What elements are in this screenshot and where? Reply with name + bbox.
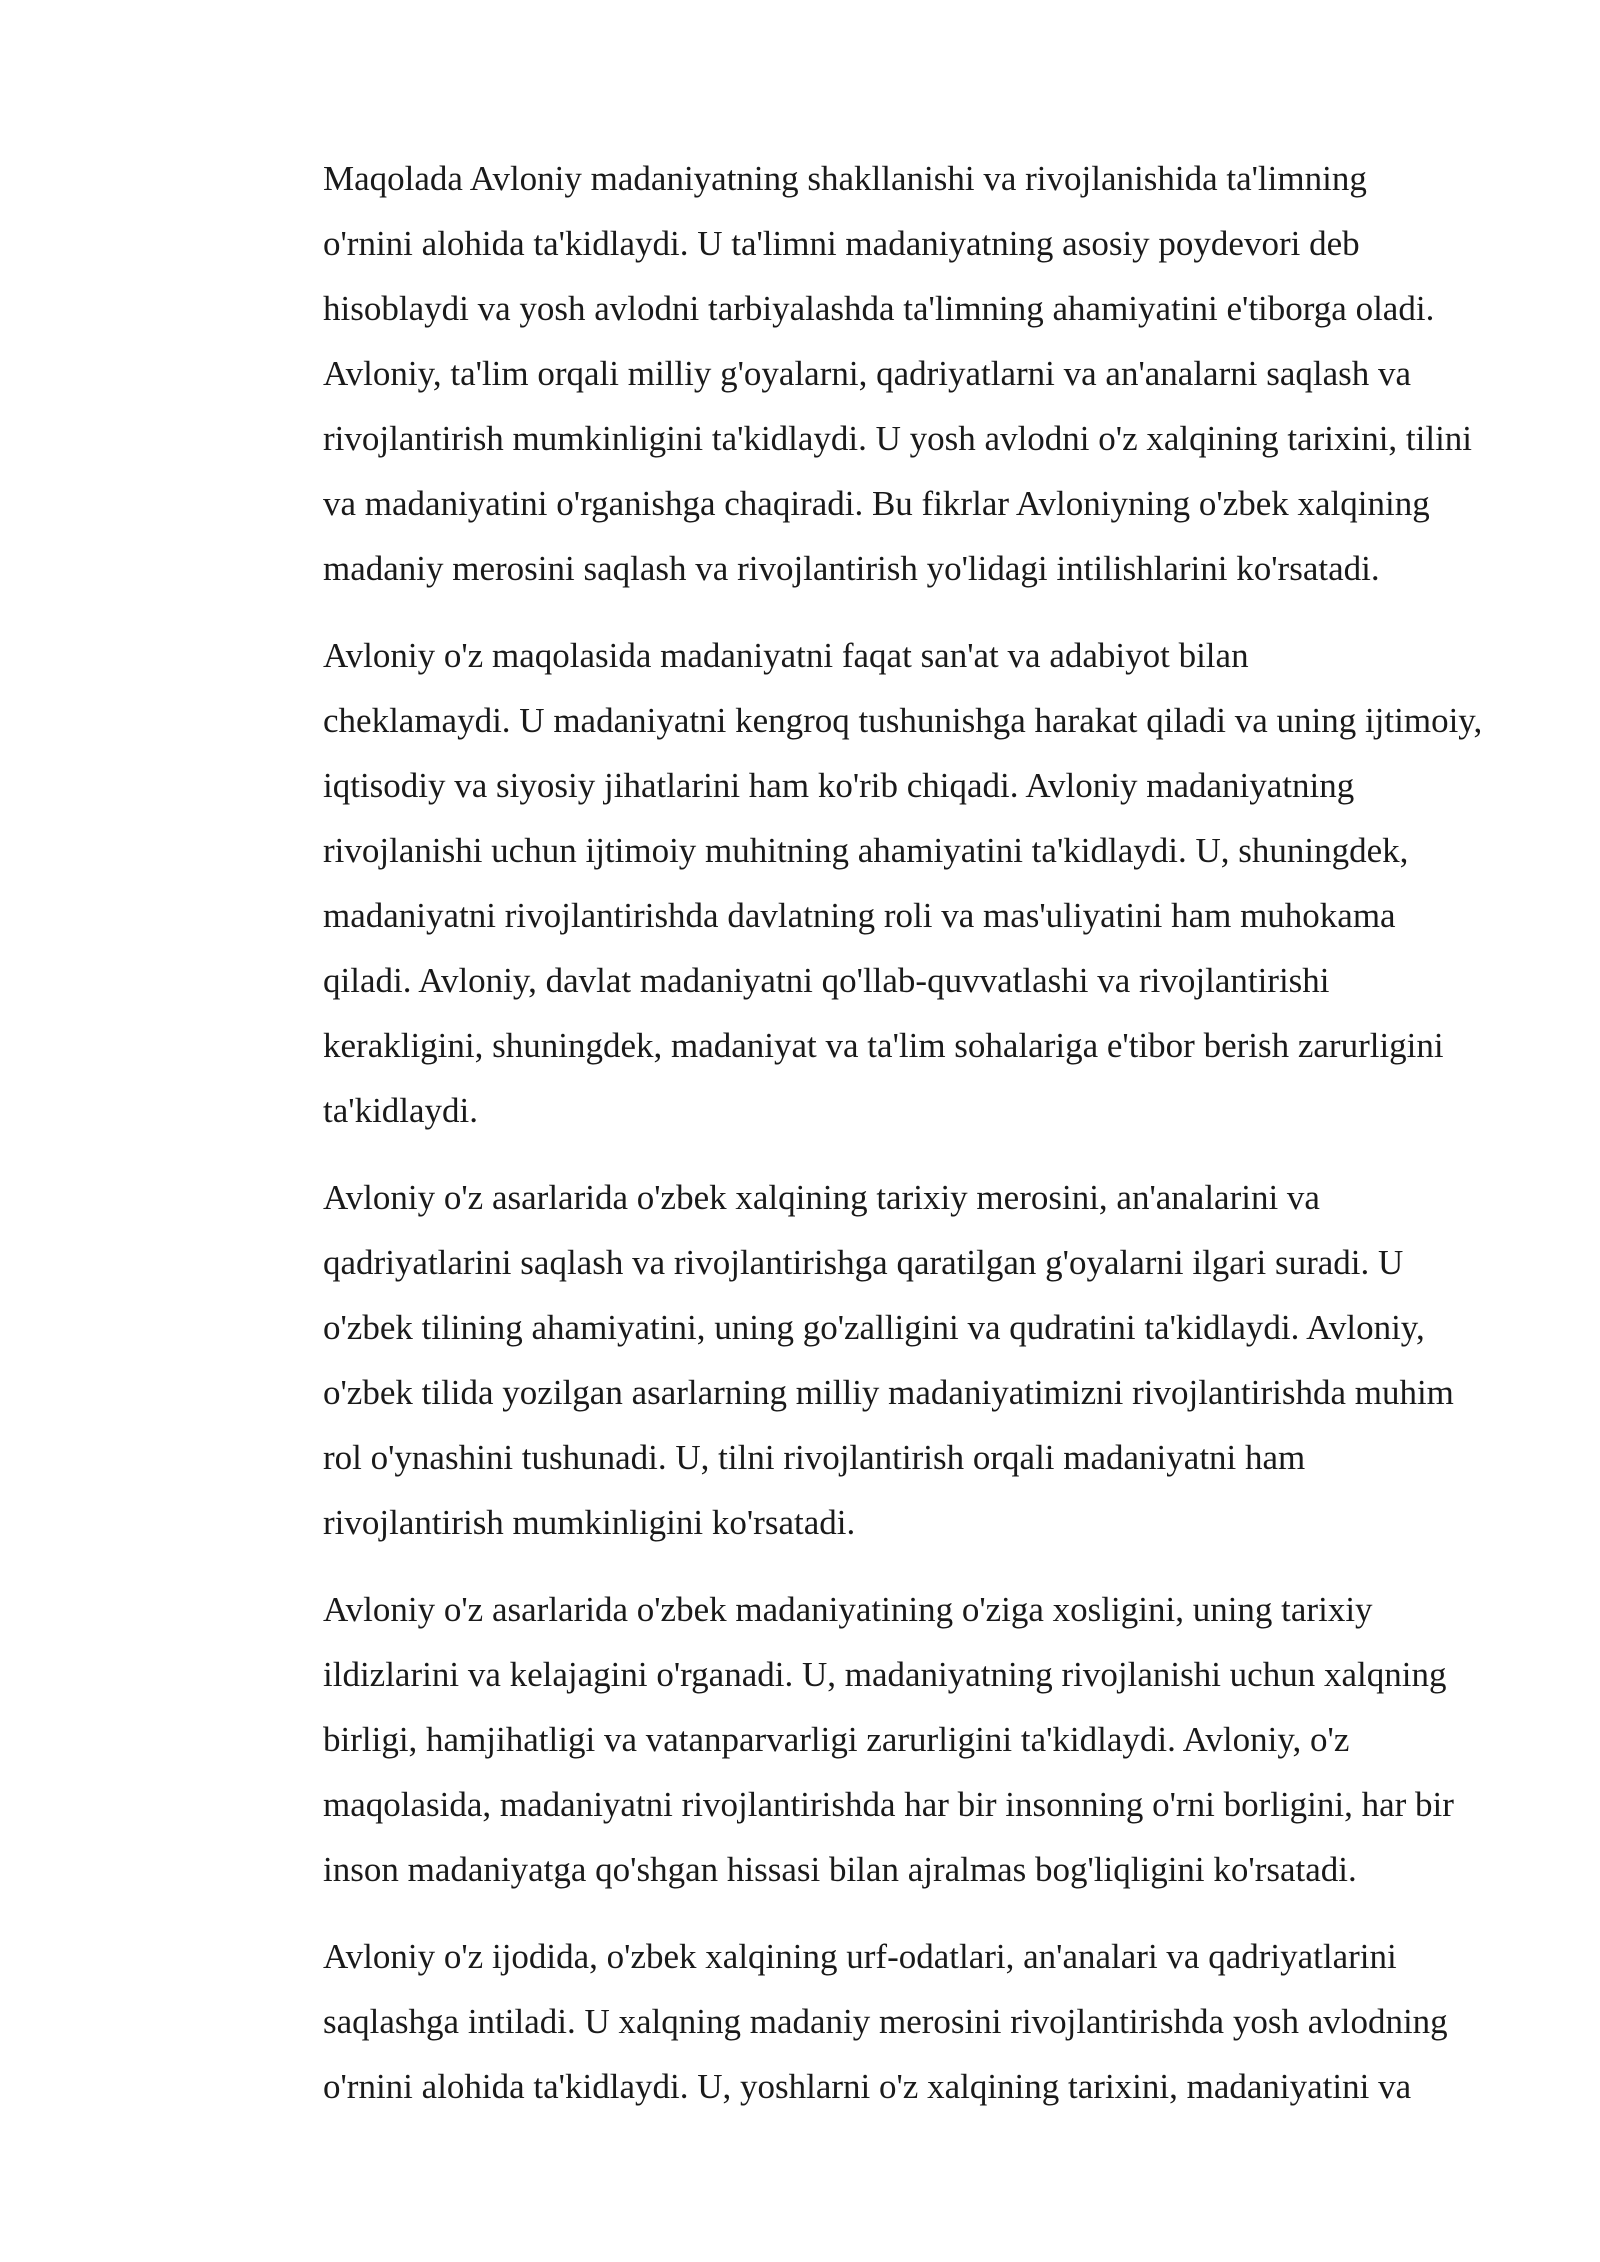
text-line: madaniyatni rivojlantirishda davlatning roli va mas'uliyatini ham muhokama	[323, 896, 1396, 935]
text-line: saqlashga intiladi. U xalqning madaniy merosini rivojlantirishda yosh avlodning	[323, 2002, 1448, 2041]
paragraph-5	[229, 1924, 1481, 2119]
paragraph-3	[229, 1165, 1481, 1555]
text-line: qiladi. Avloniy, davlat madaniyatni qo'llab-quvvatlashi va rivojlantirishi	[323, 961, 1330, 1000]
paragraph-2	[229, 623, 1481, 1143]
text-line: rivojlantirish mumkinligini ko'rsatadi.	[323, 1503, 856, 1542]
text-line: inson madaniyatga qo'shgan hissasi bilan ajralmas bog'liqligini ko'rsatadi.	[323, 1850, 1357, 1889]
text-line: o'zbek tilida yozilgan asarlarning milliy madaniyatimizni rivojlantirishda muhim	[323, 1373, 1454, 1412]
text-line: Avloniy, ta'lim orqali milliy g'oyalarni, qadriyatlarni va an'analarni saqlash va	[323, 354, 1412, 393]
text-line: Avloniy o'z ijodida, o'zbek xalqining urf-odatlari, an'analari va qadriyatlarini	[323, 1937, 1397, 1976]
text-line: o'rnini alohida ta'kidlaydi. U ta'limni madaniyatning asosiy poydevori deb	[323, 224, 1360, 263]
text-line: Avloniy o'z asarlarida o'zbek madaniyatining o'ziga xosligini, uning tarixiy	[323, 1590, 1373, 1629]
text-line: ildizlarini va kelajagini o'rganadi. U, madaniyatning rivojlanishi uchun xalqning	[323, 1655, 1447, 1694]
text-line: va madaniyatini o'rganishga chaqiradi. Bu fikrlar Avloniyning o'zbek xalqining	[323, 484, 1430, 523]
document-body	[229, 146, 1481, 2141]
text-line: o'zbek tilining ahamiyatini, uning go'zalligini va qudratini ta'kidlaydi. Avloniy,	[323, 1308, 1425, 1347]
text-line: Avloniy o'z asarlarida o'zbek xalqining tarixiy merosini, an'analarini va	[323, 1178, 1320, 1217]
text-line: kerakligini, shuningdek, madaniyat va ta'lim sohalariga e'tibor berish zarurligini	[323, 1026, 1444, 1065]
text-line: madaniy merosini saqlash va rivojlantirish yo'lidagi intilishlarini ko'rsatadi.	[323, 549, 1380, 588]
text-line: rivojlanishi uchun ijtimoiy muhitning ahamiyatini ta'kidlaydi. U, shuningdek,	[323, 831, 1409, 870]
text-line: birligi, hamjihatligi va vatanparvarligi zarurligini ta'kidlaydi. Avloniy, o'z	[323, 1720, 1350, 1759]
text-line: ta'kidlaydi.	[323, 1091, 479, 1130]
text-line: qadriyatlarini saqlash va rivojlantirishga qaratilgan g'oyalarni ilgari suradi. U	[323, 1243, 1404, 1282]
text-line: maqolasida, madaniyatni rivojlantirishda har bir insonning o'rni borligini, har bir	[323, 1785, 1454, 1824]
text-line: o'rnini alohida ta'kidlaydi. U, yoshlarni o'z xalqining tarixini, madaniyatini va	[323, 2067, 1412, 2106]
text-line: hisoblaydi va yosh avlodni tarbiyalashda ta'limning ahamiyatini e'tiborga oladi.	[323, 289, 1435, 328]
text-line: cheklamaydi. U madaniyatni kengroq tushunishga harakat qiladi va uning ijtimoiy,	[323, 701, 1483, 740]
paragraph-4	[229, 1577, 1481, 1902]
text-line: iqtisodiy va siyosiy jihatlarini ham ko'rib chiqadi. Avloniy madaniyatning	[323, 766, 1355, 805]
text-line: rivojlantirish mumkinligini ta'kidlaydi. U yosh avlodni o'z xalqining tarixini, tilini	[323, 419, 1473, 458]
text-line: rol o'ynashini tushunadi. U, tilni rivojlantirish orqali madaniyatni ham	[323, 1438, 1306, 1477]
text-line: Avloniy o'z maqolasida madaniyatni faqat san'at va adabiyot bilan	[323, 636, 1249, 675]
text-line: Maqolada Avloniy madaniyatning shakllanishi va rivojlanishida ta'limning	[323, 159, 1367, 198]
paragraph-1	[229, 146, 1481, 601]
